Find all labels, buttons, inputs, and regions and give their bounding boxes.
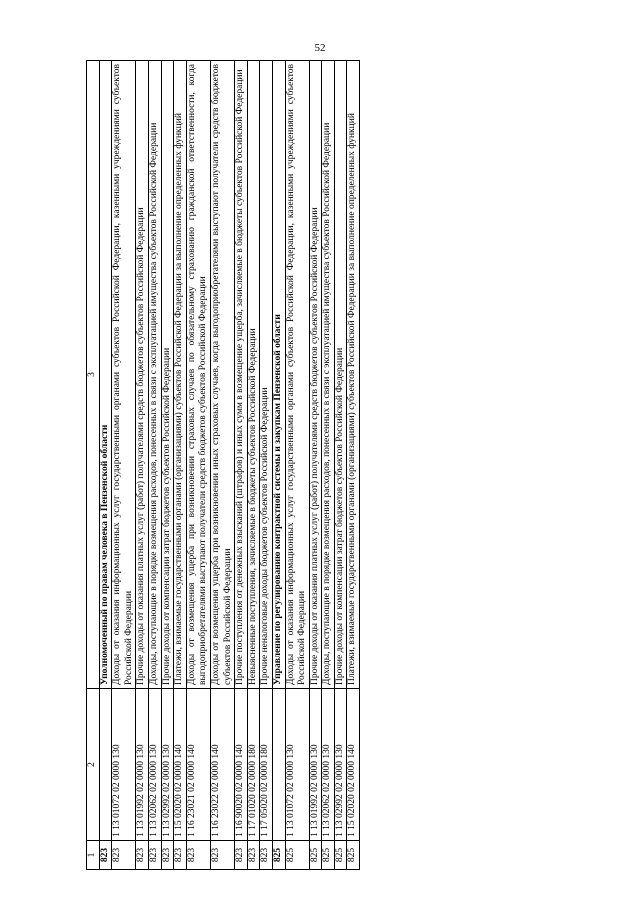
revenue-description-cell: Доходы от оказания информационных услуг государственными органами субъектов Российской Федерации, казенными учреждениями субъектов Российской Федерации [112, 61, 136, 689]
table-row [210, 61, 234, 870]
agency-code-cell: 823 [210, 841, 234, 870]
revenue-code-cell: 1 15 02020 02 0000 140 [347, 689, 360, 841]
agency-code-cell: 825 [347, 841, 360, 870]
header-row [87, 61, 100, 870]
revenue-description-cell: Доходы, поступающие в порядке возмещения расходов, понесенных в связи с эксплуатацией имущества субъектов Российской Федерации [322, 61, 335, 689]
table-row [334, 61, 347, 870]
agency-code-cell: 823 [235, 841, 248, 870]
agency-code-cell: 825 [309, 841, 322, 870]
table-row [148, 61, 161, 870]
agency-code-cell: 823 [260, 841, 273, 870]
table-row [174, 61, 187, 870]
column-header-2: 2 [87, 689, 100, 841]
revenue-code-cell: 1 15 02020 02 0000 140 [174, 689, 187, 841]
table-row [112, 61, 136, 870]
revenue-description-cell: Прочие поступления от денежных взысканий (штрафов) и иных сумм в возмещение ущерба, зачисляемые в бюджеты субъектов Российской Федерации [235, 61, 248, 689]
revenue-code-cell: 1 13 02062 02 0000 130 [322, 689, 335, 841]
table-row [136, 61, 149, 870]
agency-code-cell: 825 [285, 841, 309, 870]
revenue-description-cell: Доходы от возмещения ущерба при возникновении страховых случаев по обязательному страхованию гражданской ответственности, когда выгодоприобретателями выступают получатели средств бюджетов субъектов Российской Федерации [186, 61, 210, 689]
table-row [322, 61, 335, 870]
revenue-code-cell: 1 13 01072 02 0000 130 [112, 689, 136, 841]
revenue-code-cell: 1 13 02992 02 0000 130 [161, 689, 174, 841]
table-row [272, 61, 285, 870]
revenue-code-cell: 1 13 01992 02 0000 130 [309, 689, 322, 841]
agency-code-cell: 825 [272, 841, 285, 870]
revenue-description-cell: Невыясненные поступления, зачисляемые в бюджеты субъектов Российской Федерации [247, 61, 260, 689]
table-row [285, 61, 309, 870]
revenue-description-cell: Доходы от возмещения ущерба при возникновении иных страховых случаев, когда выгодоприобретателями выступают получатели средств бюджетов субъектов Российской Федерации [210, 61, 234, 689]
rotated-table-container [86, 60, 552, 870]
table-row [161, 61, 174, 870]
table-body [99, 61, 359, 870]
agency-code-cell: 823 [186, 841, 210, 870]
revenue-description-cell: Прочие доходы от компенсации затрат бюджетов субъектов Российской Федерации [161, 61, 174, 689]
revenue-codes-table [86, 60, 360, 870]
agency-code-cell: 825 [322, 841, 335, 870]
table-row [99, 61, 112, 870]
revenue-code-cell: 1 16 23022 02 0000 140 [210, 689, 234, 841]
revenue-code-cell: 1 13 02062 02 0000 130 [148, 689, 161, 841]
revenue-description-cell: Платежи, взимаемые государственными органами (организациями) субъектов Российской Федерации за выполнение определенных функций [347, 61, 360, 689]
agency-code-cell: 823 [247, 841, 260, 870]
revenue-code-cell: 1 13 01992 02 0000 130 [136, 689, 149, 841]
agency-code-cell: 823 [99, 841, 112, 870]
revenue-description-cell: Прочие неналоговые доходы бюджетов субъектов Российской Федерации [260, 61, 273, 689]
revenue-code-cell: 1 13 02992 02 0000 130 [334, 689, 347, 841]
table-row [347, 61, 360, 870]
revenue-description-cell: Платежи, взимаемые государственными органами (организациями) субъектов Российской Федерации за выполнение определенных функций [174, 61, 187, 689]
revenue-description-cell: Прочие доходы от компенсации затрат бюджетов субъектов Российской Федерации [334, 61, 347, 689]
revenue-code-cell: 1 13 01072 02 0000 130 [285, 689, 309, 841]
agency-code-cell: 823 [161, 841, 174, 870]
table-row [309, 61, 322, 870]
revenue-code-cell [99, 689, 112, 841]
revenue-description-cell: Уполномоченный по правам человека в Пензенской области [99, 61, 112, 689]
page-number: 52 [314, 42, 326, 54]
agency-code-cell: 823 [136, 841, 149, 870]
agency-code-cell: 825 [334, 841, 347, 870]
revenue-description-cell: Доходы, поступающие в порядке возмещения расходов, понесенных в связи с эксплуатацией имущества субъектов Российской Федерации [148, 61, 161, 689]
revenue-code-cell [272, 689, 285, 841]
revenue-code-cell: 1 16 23021 02 0000 140 [186, 689, 210, 841]
agency-code-cell: 823 [112, 841, 136, 870]
table-row [260, 61, 273, 870]
revenue-description-cell: Управление по регулированию контрактной системы и закупкам Пензенской области [272, 61, 285, 689]
agency-code-cell: 823 [148, 841, 161, 870]
agency-code-cell: 823 [174, 841, 187, 870]
revenue-description-cell: Доходы от оказания информационных услуг государственными органами субъектов Российской Федерации, казенными учреждениями субъектов Российской Федерации [285, 61, 309, 689]
revenue-code-cell: 1 16 90020 02 0000 140 [235, 689, 248, 841]
table-row [235, 61, 248, 870]
revenue-code-cell: 1 17 05020 02 0000 180 [260, 689, 273, 841]
revenue-description-cell: Прочие доходы от оказания платных услуг (работ) получателями средств бюджетов субъектов Российской Федерации [136, 61, 149, 689]
column-header-3: 3 [87, 61, 100, 689]
revenue-description-cell: Прочие доходы от оказания платных услуг (работ) получателями средств бюджетов субъектов Российской Федерации [309, 61, 322, 689]
column-header-1: 1 [87, 841, 100, 870]
revenue-code-cell: 1 17 01020 02 0000 180 [247, 689, 260, 841]
table-row [247, 61, 260, 870]
table-row [186, 61, 210, 870]
